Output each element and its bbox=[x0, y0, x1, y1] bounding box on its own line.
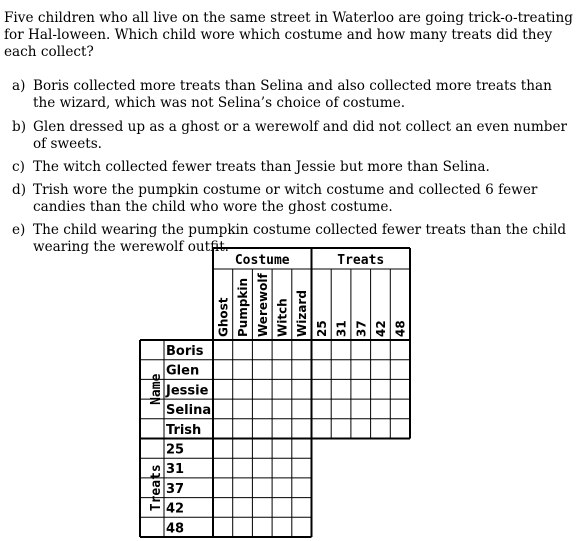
grid-cell[interactable] bbox=[312, 399, 332, 419]
grid-cell[interactable] bbox=[233, 439, 253, 459]
grid-cell[interactable] bbox=[312, 340, 332, 360]
grid-cell[interactable] bbox=[213, 439, 233, 459]
treats-title: Treats bbox=[337, 253, 385, 268]
column-label: Werewolf bbox=[255, 273, 270, 337]
name-title: Name bbox=[149, 373, 164, 405]
clue-letter: a) bbox=[12, 78, 26, 94]
grid-cell[interactable] bbox=[371, 360, 391, 380]
grid-cell[interactable] bbox=[292, 399, 312, 419]
grid-cell[interactable] bbox=[233, 498, 253, 518]
grid-cells bbox=[213, 340, 410, 537]
grid-cell[interactable] bbox=[292, 498, 312, 518]
grid-cell[interactable] bbox=[371, 340, 391, 360]
grid-cell[interactable] bbox=[292, 458, 312, 478]
grid-cell[interactable] bbox=[292, 379, 312, 399]
grid-cell[interactable] bbox=[233, 360, 253, 380]
grid-cell[interactable] bbox=[233, 458, 253, 478]
grid-cell[interactable] bbox=[272, 340, 292, 360]
grid-cell[interactable] bbox=[390, 399, 410, 419]
column-label: Ghost bbox=[216, 297, 231, 337]
grid-cell[interactable] bbox=[292, 478, 312, 498]
grid-cell[interactable] bbox=[312, 379, 332, 399]
column-label: 42 bbox=[373, 320, 388, 337]
puzzle-intro: Five children who all live on the same street in Waterloo are going trick-o-treating for Hal-loween. Which child wore which costume and how many treats did they each collect? bbox=[4, 10, 573, 60]
grid-cell[interactable] bbox=[371, 379, 391, 399]
grid-cell[interactable] bbox=[252, 517, 272, 537]
grid-cell[interactable] bbox=[213, 379, 233, 399]
grid-cell[interactable] bbox=[252, 458, 272, 478]
grid-cell[interactable] bbox=[272, 439, 292, 459]
grid-cell[interactable] bbox=[331, 379, 351, 399]
grid-cell[interactable] bbox=[272, 360, 292, 380]
row-label: 31 bbox=[166, 462, 185, 478]
grid-cell[interactable] bbox=[252, 340, 272, 360]
grid-cell[interactable] bbox=[371, 419, 391, 439]
clue-text: Glen dressed up as a ghost or a werewolf and did not collect an even number of sweets. bbox=[33, 119, 568, 152]
column-label: 37 bbox=[354, 320, 369, 337]
grid-cell[interactable] bbox=[351, 379, 371, 399]
column-label: 48 bbox=[393, 320, 408, 337]
row-label: 42 bbox=[166, 501, 185, 517]
row-label: Jessie bbox=[166, 383, 209, 399]
grid-cell[interactable] bbox=[252, 360, 272, 380]
grid-cell[interactable] bbox=[390, 379, 410, 399]
grid-cell[interactable] bbox=[272, 419, 292, 439]
grid-cell[interactable] bbox=[213, 399, 233, 419]
grid-cell[interactable] bbox=[312, 360, 332, 380]
grid-cell[interactable] bbox=[292, 439, 312, 459]
grid-cell[interactable] bbox=[213, 498, 233, 518]
grid-cell[interactable] bbox=[213, 458, 233, 478]
clue-letter: e) bbox=[12, 222, 26, 238]
row-label: Selina bbox=[166, 403, 212, 419]
grid-cell[interactable] bbox=[233, 340, 253, 360]
column-label: Witch bbox=[275, 298, 290, 337]
grid-cell[interactable] bbox=[292, 360, 312, 380]
grid-cell[interactable] bbox=[252, 478, 272, 498]
grid-cell[interactable] bbox=[351, 360, 371, 380]
grid-cell[interactable] bbox=[233, 379, 253, 399]
grid-cell[interactable] bbox=[252, 399, 272, 419]
row-label: 25 bbox=[166, 442, 185, 458]
grid-cell[interactable] bbox=[312, 419, 332, 439]
row-label: Boris bbox=[166, 344, 204, 359]
costume-title: Costume bbox=[234, 253, 290, 268]
clue-text: Boris collected more treats than Selina and also collected more treats than the wizard, which was not Selina’s choice of costume. bbox=[33, 78, 552, 111]
grid-cell[interactable] bbox=[213, 419, 233, 439]
row-label: 48 bbox=[166, 521, 185, 537]
row-label: 37 bbox=[166, 481, 185, 497]
grid-cell[interactable] bbox=[351, 399, 371, 419]
grid-cell[interactable] bbox=[272, 478, 292, 498]
column-label: 25 bbox=[314, 320, 329, 337]
column-label: Pumpkin bbox=[236, 277, 251, 337]
grid-cell[interactable] bbox=[233, 517, 253, 537]
grid-cell[interactable] bbox=[252, 439, 272, 459]
grid-cell[interactable] bbox=[371, 399, 391, 419]
clue-letter: d) bbox=[12, 182, 27, 198]
grid-cell[interactable] bbox=[272, 498, 292, 518]
grid-cell[interactable] bbox=[331, 360, 351, 380]
row-label: Trish bbox=[166, 422, 202, 438]
grid-cell[interactable] bbox=[331, 340, 351, 360]
grid-cell[interactable] bbox=[272, 379, 292, 399]
grid-cell[interactable] bbox=[390, 360, 410, 380]
grid-cell[interactable] bbox=[213, 478, 233, 498]
clue-letter: c) bbox=[12, 159, 25, 175]
grid-cell[interactable] bbox=[331, 419, 351, 439]
row-label: Glen bbox=[166, 363, 200, 379]
clue-text: The child wearing the pumpkin costume collected fewer treats than the child wearing the werewolf outfit. bbox=[33, 222, 567, 255]
grid-cell[interactable] bbox=[213, 340, 233, 360]
clue-letter: b) bbox=[12, 119, 27, 135]
grid-cell[interactable] bbox=[252, 379, 272, 399]
grid-cell[interactable] bbox=[292, 517, 312, 537]
grid-cell[interactable] bbox=[213, 517, 233, 537]
grid-cell[interactable] bbox=[252, 419, 272, 439]
grid-cell[interactable] bbox=[292, 340, 312, 360]
grid-cell[interactable] bbox=[351, 419, 371, 439]
grid-cell[interactable] bbox=[272, 458, 292, 478]
grid-cell[interactable] bbox=[233, 399, 253, 419]
column-label: Wizard bbox=[295, 290, 310, 337]
grid-cell[interactable] bbox=[233, 478, 253, 498]
grid-cell[interactable] bbox=[390, 419, 410, 439]
grid-cell[interactable] bbox=[252, 498, 272, 518]
grid-cell[interactable] bbox=[213, 360, 233, 380]
clue-text: Trish wore the pumpkin costume or witch costume and collected 6 fewer candies than the child who wore the ghost costume. bbox=[33, 182, 538, 215]
clue-text: The witch collected fewer treats than Jessie but more than Selina. bbox=[33, 159, 490, 175]
grid-cell[interactable] bbox=[390, 340, 410, 360]
grid-cell[interactable] bbox=[351, 340, 371, 360]
grid-cell[interactable] bbox=[292, 419, 312, 439]
grid-cell[interactable] bbox=[233, 419, 253, 439]
column-label: 31 bbox=[334, 320, 349, 337]
grid-cell[interactable] bbox=[272, 399, 292, 419]
grid-cell[interactable] bbox=[331, 399, 351, 419]
treats-row-title: Treats bbox=[149, 464, 164, 512]
grid-cell[interactable] bbox=[272, 517, 292, 537]
